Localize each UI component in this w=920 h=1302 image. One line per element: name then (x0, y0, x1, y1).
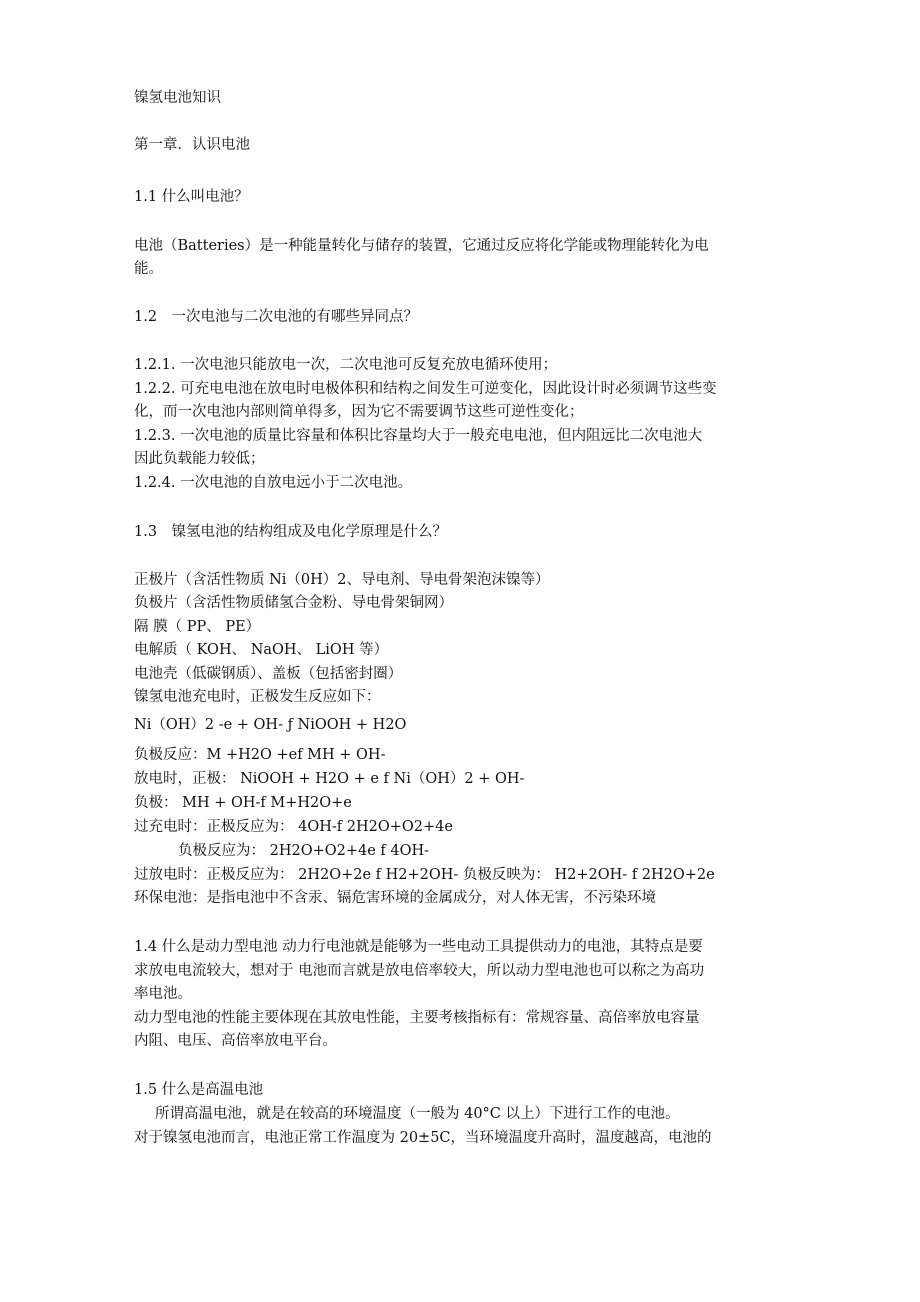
paragraph-line: 环保电池：是指电池中不含汞、镉危害环境的金属成分，对人体无害，不污染环境 (134, 890, 656, 906)
reaction-intro: 镍氢电池充电时，正极发生反应如下： (134, 689, 381, 705)
reaction-equation: 过放电时：正极反应为： 2H2O+2e f H2+2OH- 负极反映为： H2+2OH- f 2H2O+2e (134, 867, 715, 883)
list-item: 1.2.2. 可充电电池在放电时电极体积和结构之间发生可逆变化，因此设计时必须调节这些变 (134, 381, 717, 397)
reaction-equation: 负极反应为： 2H2O+O2+4e f 4OH- (178, 843, 430, 859)
reaction-equation: 过充电时：正极反应为： 4OH-f 2H2O+O2+4e (134, 819, 453, 835)
reaction-equation: Ni（OH）2 -e + OH- ƒ NiOOH + H2O (134, 717, 407, 733)
paragraph-line: 内阻、电压、高倍率放电平台。 (134, 1033, 337, 1049)
component-line: 电池壳（低碳钢质）、盖板（包括密封圈） (134, 666, 403, 682)
chapter-heading: 第一章．认识电池 (134, 137, 250, 153)
section-heading-1-2: 1.2 一次电池与二次电池的有哪些异同点？ (134, 309, 419, 325)
paragraph-line: 对于镍氢电池而言，电池正常工作温度为 20±5C，当环境温度升高时，温度越高，电池的 (134, 1130, 712, 1146)
paragraph-line: 所谓高温电池，就是在较高的环境温度（一般为 40°C 以上）下进行工作的电池。 (155, 1106, 680, 1122)
section-heading-1-1: 1.1 什么叫电池？ (134, 189, 249, 205)
list-item-continuation: 因此负载能力较低； (134, 451, 265, 467)
reaction-equation: 放电时，正极： NiOOH + H2O + e f Ni（OH）2 + OH- (134, 771, 525, 787)
component-line: 正极片（含活性物质 Ni（0H）2、导电剂、导电骨架泡沫镍等） (134, 572, 550, 588)
paragraph-line: 电池（Batteries）是一种能量转化与储存的装置，它通过反应将化学能或物理能转化为电 (134, 238, 709, 254)
section-heading-1-4: 1.4 什么是动力型电池 动力行电池就是能够为一些电动工具提供动力的电池，其特点是要 (134, 939, 703, 955)
paragraph-line: 率电池。 (134, 986, 192, 1002)
list-item: 1.2.4. 一次电池的自放电远小于二次电池。 (134, 475, 413, 491)
paragraph-line: 动力型电池的性能主要体现在其放电性能，主要考核指标有：常规容量、高倍率放电容量 (134, 1010, 700, 1026)
component-line: 隔 膜（ PP、 PE） (134, 619, 261, 635)
list-item: 1.2.1. 一次电池只能放电一次，二次电池可反复充放电循环使用； (134, 357, 558, 373)
list-item-continuation: 化，而一次电池内部则简单得多，因为它不需要调节这些可逆性变化； (134, 404, 584, 420)
component-line: 电解质（ KOH、 NaOH、 LiOH 等） (134, 642, 389, 658)
paragraph-line: 求放电电流较大，想对于 电池而言就是放电倍率较大，所以动力型电池也可以称之为高功 (134, 963, 705, 979)
document-title: 镍氢电池知识 (134, 90, 221, 106)
paragraph-line: 能。 (134, 261, 163, 277)
component-line: 负极片（含活性物质储氢合金粉、导电骨架铜网） (134, 595, 453, 611)
reaction-equation: 负极反应：M +H2O +ef MH + OH- (134, 747, 386, 763)
section-heading-1-5: 1.5 什么是高温电池 (134, 1082, 264, 1098)
section-heading-1-3: 1.3 镍氢电池的结构组成及电化学原理是什么？ (134, 524, 448, 540)
list-item: 1.2.3. 一次电池的质量比容量和体积比容量均大于一般充电电池，但内阻远比二次电池大 (134, 428, 703, 444)
reaction-equation: 负极： MH + OH-f M+H2O+e (134, 795, 352, 811)
